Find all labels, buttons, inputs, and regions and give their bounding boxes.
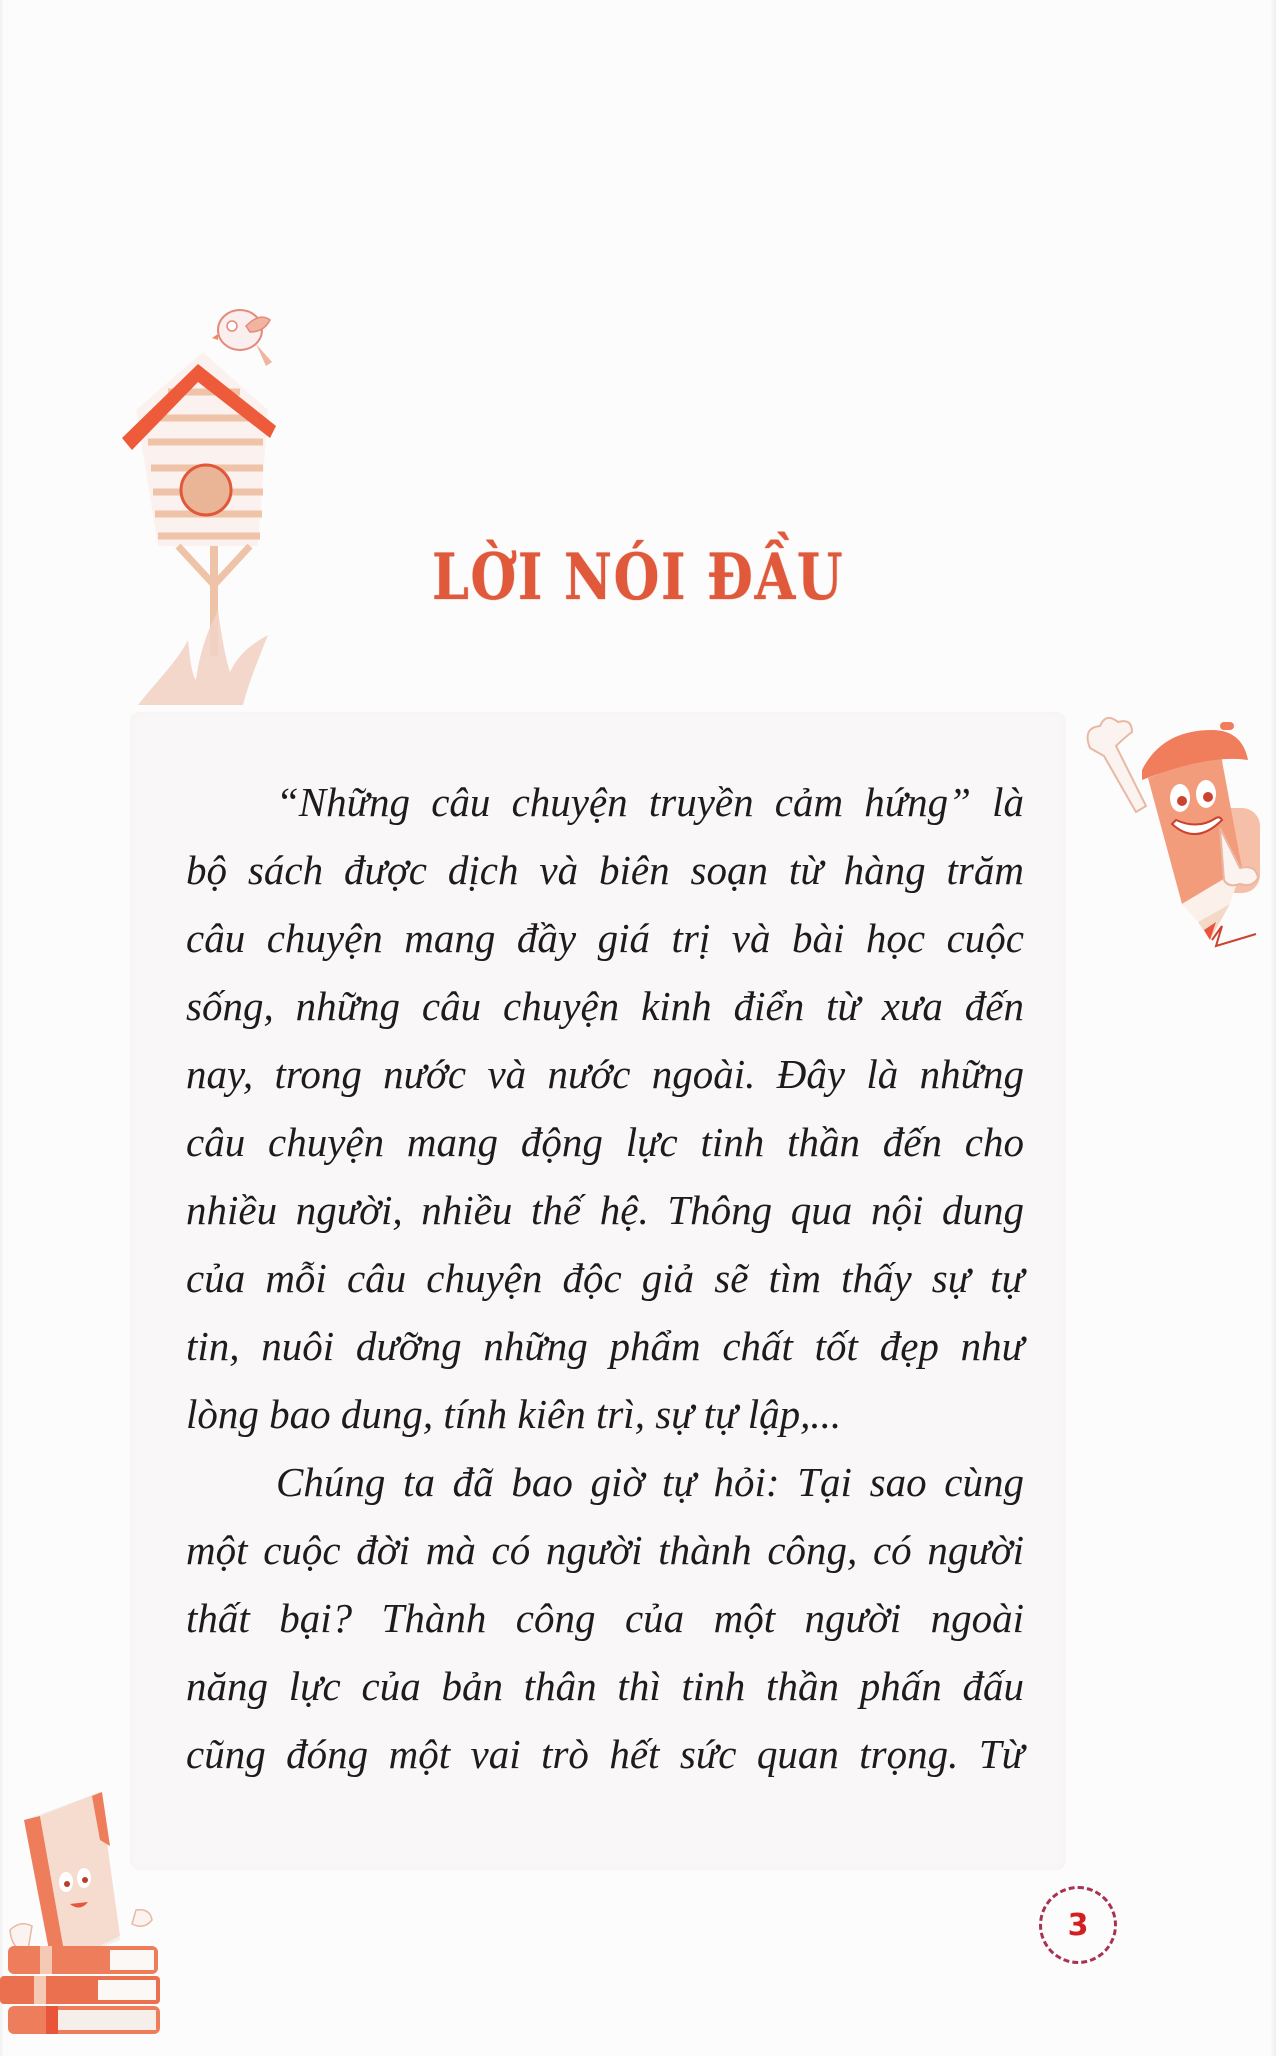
text-line: bộ sách được dịch và biên soạn từ hàng trăm: [186, 847, 1024, 893]
text-line: câu chuyện mang đầy giá trị và bài học cuộc: [186, 915, 1024, 961]
text-line: của mỗi câu chuyện độc giả sẽ tìm thấy sự tự: [186, 1255, 1024, 1301]
text-line: lòng bao dung, tính kiên trì, sự tự lập,...: [186, 1391, 842, 1437]
pencil-character-illustration-icon: [1070, 708, 1276, 953]
page-title: LỜI NÓI ĐẦU: [432, 540, 845, 615]
page-number: 3: [1067, 1907, 1089, 1943]
birdhouse-illustration-icon: [118, 300, 288, 710]
text-line: năng lực của bản thân thì tinh thần phấn đấu: [186, 1663, 1024, 1709]
text-line: “Những câu chuyện truyền cảm hứng” là: [276, 779, 1024, 825]
text-line: sống, những câu chuyện kinh điển từ xưa đến: [186, 983, 1024, 1029]
page-edge-right: [1270, 0, 1276, 2056]
text-line: Chúng ta đã bao giờ tự hỏi: Tại sao cùng: [276, 1459, 1024, 1505]
paragraph-1: [186, 768, 1024, 1448]
text-line: một cuộc đời mà có người thành công, có người: [186, 1527, 1024, 1573]
text-line: nhiều người, nhiều thế hệ. Thông qua nội dung: [186, 1187, 1024, 1233]
text-line: nay, trong nước và nước ngoài. Đây là những: [186, 1051, 1024, 1097]
text-line: cũng đóng một vai trò hết sức quan trọng. Từ: [186, 1731, 1024, 1777]
body-text: [186, 768, 1024, 1788]
page-edge-left: [0, 0, 4, 2056]
book-character-illustration-icon: [0, 1770, 170, 2040]
text-line: thất bại? Thành công của một người ngoài: [186, 1595, 1024, 1641]
text-line: câu chuyện mang động lực tinh thần đến cho: [186, 1119, 1024, 1165]
text-line: tin, nuôi dưỡng những phẩm chất tốt đẹp như: [186, 1323, 1024, 1369]
bird-icon: [212, 310, 272, 366]
page-number-badge: [1039, 1886, 1117, 1964]
paragraph-2: [186, 1448, 1024, 1788]
